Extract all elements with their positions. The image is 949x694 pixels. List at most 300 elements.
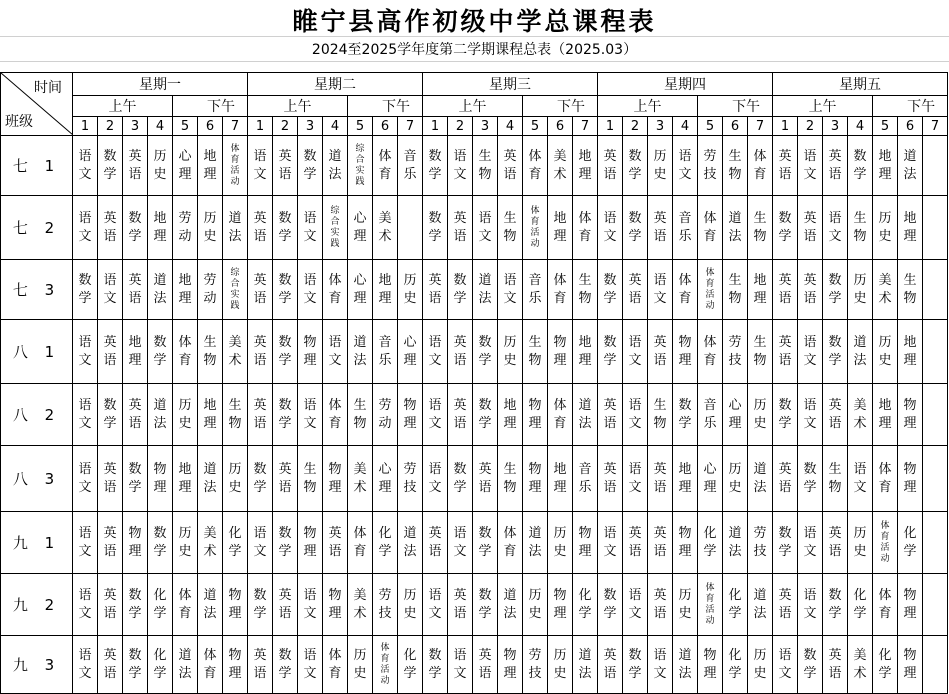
subject-cell (698, 384, 723, 446)
period-number: 6 (198, 117, 223, 136)
subject-cell (498, 512, 523, 574)
subject-cell (273, 384, 298, 446)
subject-cell (773, 136, 798, 196)
subject-char: 理 (528, 415, 542, 431)
subject-char: 语 (328, 334, 342, 350)
subject-char: 文 (628, 605, 642, 621)
subject-char: 理 (703, 479, 717, 495)
subject-char: 地 (753, 272, 767, 288)
subject-char: 劳 (378, 587, 392, 603)
subject-cell (823, 260, 848, 320)
subject-char: 育 (203, 665, 217, 681)
subject-char: 英 (653, 334, 667, 350)
subject-char: 语 (653, 352, 667, 368)
subject-char: 地 (903, 210, 917, 226)
subject-char: 史 (878, 228, 892, 244)
subject-char: 英 (103, 647, 117, 663)
subject-cell (448, 260, 473, 320)
subject-cell (648, 196, 673, 260)
subject-char: 文 (628, 352, 642, 368)
subject-char: 音 (403, 148, 417, 164)
class-row (1, 574, 948, 636)
subject-cell (148, 574, 173, 636)
subject-char: 学 (278, 665, 292, 681)
subject-char: 语 (428, 587, 442, 603)
subject-char: 语 (278, 166, 292, 182)
subject-char: 学 (828, 290, 842, 306)
subject-cell (398, 446, 423, 512)
subject-char: 实 (330, 227, 340, 238)
subject-char: 语 (78, 334, 92, 350)
subject-cell (98, 320, 123, 384)
subject-char: 生 (478, 148, 492, 164)
subject-char: 文 (78, 352, 92, 368)
subject-char: 语 (103, 272, 117, 288)
subject-char: 文 (328, 352, 342, 368)
class-name: 八 1 (1, 320, 73, 384)
subject-cell (223, 384, 248, 446)
subject-cell (823, 446, 848, 512)
subject-char: 法 (503, 605, 517, 621)
subject-cell (323, 196, 348, 260)
subject-cell (748, 136, 773, 196)
subject-cell (73, 384, 98, 446)
subject-char: 物 (578, 290, 592, 306)
subject-cell (698, 446, 723, 512)
subject-char: 学 (428, 665, 442, 681)
subject-char: 英 (253, 647, 267, 663)
subject-cell (648, 260, 673, 320)
subject-char: 英 (828, 397, 842, 413)
subject-char: 英 (253, 397, 267, 413)
subject-char: 体 (753, 148, 767, 164)
subject-char: 理 (178, 166, 192, 182)
subject-char: 语 (628, 290, 642, 306)
subject-char: 数 (153, 334, 167, 350)
subject-char: 数 (778, 210, 792, 226)
subject-char: 文 (428, 605, 442, 621)
subject-char: 英 (103, 587, 117, 603)
subject-cell (298, 446, 323, 512)
subject-char: 学 (628, 166, 642, 182)
subject-cell (298, 384, 323, 446)
subject-char: 文 (303, 415, 317, 431)
subject-char: 语 (628, 334, 642, 350)
subject-cell (673, 320, 698, 384)
subject-char: 文 (453, 166, 467, 182)
subject-char: 英 (803, 272, 817, 288)
subject-cell (473, 136, 498, 196)
subject-char: 史 (403, 605, 417, 621)
subject-cell (873, 384, 898, 446)
subject-cell (923, 574, 948, 636)
subject-cell (198, 446, 223, 512)
subject-char: 理 (228, 605, 242, 621)
subject-char: 数 (678, 397, 692, 413)
subject-char: 物 (303, 525, 317, 541)
subject-cell (473, 512, 498, 574)
subject-char: 数 (103, 397, 117, 413)
subject-cell (98, 136, 123, 196)
class-name: 七 1 (1, 136, 73, 196)
subject-char: 理 (353, 290, 367, 306)
subject-cell (348, 512, 373, 574)
subject-cell (198, 136, 223, 196)
subject-char: 英 (103, 334, 117, 350)
subject-cell (673, 636, 698, 694)
subject-char: 学 (778, 543, 792, 559)
subject-char: 学 (603, 352, 617, 368)
subject-cell (398, 260, 423, 320)
period-number: 7 (398, 117, 423, 136)
subject-char: 体 (378, 148, 392, 164)
subject-char: 学 (703, 543, 717, 559)
subject-char: 学 (603, 605, 617, 621)
subject-cell (123, 512, 148, 574)
subject-char: 数 (278, 272, 292, 288)
subject-char: 文 (78, 479, 92, 495)
subject-char: 生 (353, 397, 367, 413)
subject-char: 地 (503, 397, 517, 413)
subject-char: 乐 (703, 415, 717, 431)
subject-char: 数 (603, 272, 617, 288)
subject-cell (573, 136, 598, 196)
subject-cell (373, 196, 398, 260)
subject-cell (348, 384, 373, 446)
subject-char: 英 (803, 210, 817, 226)
subject-char: 语 (803, 397, 817, 413)
subject-cell (448, 446, 473, 512)
subject-char: 英 (453, 587, 467, 603)
subject-cell (673, 260, 698, 320)
subject-cell (548, 446, 573, 512)
subject-char: 文 (428, 352, 442, 368)
subject-char: 理 (153, 228, 167, 244)
subject-char: 英 (778, 587, 792, 603)
subject-char: 英 (103, 525, 117, 541)
subject-char: 化 (903, 525, 917, 541)
subject-cell (773, 320, 798, 384)
subject-char: 文 (653, 665, 667, 681)
subject-char: 学 (153, 665, 167, 681)
subject-cell (248, 384, 273, 446)
subject-char: 历 (853, 525, 867, 541)
subject-char: 英 (253, 272, 267, 288)
subject-char: 历 (203, 210, 217, 226)
subject-char: 数 (303, 148, 317, 164)
subject-char: 学 (903, 543, 917, 559)
pm-header: 下午 (348, 96, 423, 117)
subject-char: 体 (328, 647, 342, 663)
subject-char: 生 (728, 148, 742, 164)
subject-cell (373, 384, 398, 446)
subject-char: 物 (728, 290, 742, 306)
subject-char: 学 (828, 352, 842, 368)
subject-char: 术 (853, 415, 867, 431)
subject-cell (848, 320, 873, 384)
subject-char: 学 (478, 415, 492, 431)
subject-char: 语 (278, 605, 292, 621)
subject-char: 化 (728, 587, 742, 603)
subject-char: 动 (880, 553, 890, 564)
subject-cell (123, 260, 148, 320)
subject-char: 文 (303, 290, 317, 306)
subject-char: 动 (378, 415, 392, 431)
subject-char: 文 (628, 415, 642, 431)
subject-char: 动 (380, 675, 390, 686)
subject-cell (798, 320, 823, 384)
subject-char: 理 (303, 543, 317, 559)
subject-char: 育 (178, 605, 192, 621)
subject-char: 育 (553, 290, 567, 306)
subject-char: 语 (778, 605, 792, 621)
subject-char: 法 (903, 166, 917, 182)
subject-cell (148, 136, 173, 196)
subject-char: 动 (530, 238, 540, 249)
subject-cell (598, 260, 623, 320)
subject-cell (198, 512, 223, 574)
subject-char: 语 (303, 647, 317, 663)
subject-char: 美 (353, 461, 367, 477)
subject-char: 地 (178, 461, 192, 477)
subject-char: 历 (528, 587, 542, 603)
subject-cell (623, 636, 648, 694)
subject-cell (223, 574, 248, 636)
subject-char: 地 (378, 272, 392, 288)
subject-cell (773, 512, 798, 574)
subject-cell (923, 196, 948, 260)
subject-char: 物 (403, 397, 417, 413)
subject-cell (248, 260, 273, 320)
subject-char: 美 (853, 397, 867, 413)
subject-char: 英 (453, 210, 467, 226)
period-number: 3 (648, 117, 673, 136)
subject-char: 语 (128, 415, 142, 431)
subject-char: 英 (128, 148, 142, 164)
subject-cell (698, 636, 723, 694)
subject-char: 语 (428, 334, 442, 350)
subject-cell (873, 320, 898, 384)
subject-char: 语 (653, 605, 667, 621)
subject-char: 语 (653, 228, 667, 244)
subject-cell (273, 260, 298, 320)
subject-cell (73, 636, 98, 694)
subject-char: 数 (278, 525, 292, 541)
subject-char: 理 (528, 479, 542, 495)
subject-char: 语 (778, 647, 792, 663)
subject-char: 体 (328, 272, 342, 288)
subject-cell (323, 512, 348, 574)
subject-char: 语 (303, 397, 317, 413)
subject-char: 地 (178, 272, 192, 288)
period-number: 2 (623, 117, 648, 136)
subject-char: 文 (453, 665, 467, 681)
subject-char: 术 (203, 543, 217, 559)
subject-char: 生 (828, 461, 842, 477)
subject-char: 文 (628, 479, 642, 495)
subject-char: 物 (503, 647, 517, 663)
subject-cell (398, 196, 423, 260)
subject-char: 化 (403, 647, 417, 663)
subject-char: 地 (578, 334, 592, 350)
subject-char: 数 (603, 587, 617, 603)
subject-cell (548, 636, 573, 694)
subject-char: 英 (278, 461, 292, 477)
subject-cell (873, 636, 898, 694)
subject-char: 英 (778, 272, 792, 288)
subject-cell (73, 260, 98, 320)
subject-char: 理 (303, 352, 317, 368)
subject-char: 语 (803, 290, 817, 306)
subject-char: 理 (878, 415, 892, 431)
subject-cell (523, 260, 548, 320)
subject-cell (423, 260, 448, 320)
subject-cell (448, 574, 473, 636)
subject-cell (848, 446, 873, 512)
class-row (1, 384, 948, 446)
period-number: 7 (748, 117, 773, 136)
subject-cell (548, 574, 573, 636)
subject-char: 数 (253, 461, 267, 477)
subject-cell (698, 320, 723, 384)
subject-char: 语 (453, 148, 467, 164)
subject-char: 语 (503, 272, 517, 288)
period-number: 1 (773, 117, 798, 136)
subject-cell (898, 574, 923, 636)
subject-cell (98, 512, 123, 574)
subject-char: 体 (328, 397, 342, 413)
subject-char: 道 (853, 334, 867, 350)
subject-char: 物 (678, 525, 692, 541)
day-header: 星期五 (773, 73, 948, 96)
subject-char: 物 (528, 397, 542, 413)
subject-char: 英 (128, 397, 142, 413)
subject-char: 术 (228, 352, 242, 368)
subject-char: 法 (203, 479, 217, 495)
subject-char: 语 (78, 461, 92, 477)
subject-cell (73, 512, 98, 574)
gridline (0, 36, 949, 37)
subject-char: 理 (328, 479, 342, 495)
subject-char: 学 (103, 166, 117, 182)
subject-cell (748, 446, 773, 512)
subject-char: 文 (678, 166, 692, 182)
subject-char: 物 (553, 587, 567, 603)
subject-char: 践 (355, 176, 365, 187)
subject-char: 语 (803, 228, 817, 244)
subject-char: 学 (78, 290, 92, 306)
subject-char: 学 (303, 166, 317, 182)
subject-char: 文 (853, 479, 867, 495)
subject-char: 理 (753, 290, 767, 306)
subject-char: 史 (853, 290, 867, 306)
subject-cell (173, 636, 198, 694)
subject-char: 文 (803, 605, 817, 621)
subject-char: 理 (403, 415, 417, 431)
subject-cell (498, 260, 523, 320)
subject-char: 物 (528, 352, 542, 368)
subject-char: 物 (153, 461, 167, 477)
subject-char: 地 (678, 461, 692, 477)
subject-char: 育 (705, 593, 715, 604)
subject-cell (648, 136, 673, 196)
subject-char: 学 (278, 415, 292, 431)
subject-char: 化 (153, 647, 167, 663)
subject-char: 英 (478, 647, 492, 663)
subject-char: 法 (578, 415, 592, 431)
subject-char: 英 (453, 397, 467, 413)
subject-char: 美 (553, 148, 567, 164)
subject-char: 理 (553, 605, 567, 621)
subject-char: 数 (153, 525, 167, 541)
subject-cell (173, 574, 198, 636)
subject-char: 学 (828, 605, 842, 621)
subject-char: 乐 (403, 166, 417, 182)
subject-char: 心 (353, 272, 367, 288)
subject-cell (173, 320, 198, 384)
subject-char: 英 (278, 148, 292, 164)
subject-char: 英 (603, 397, 617, 413)
subject-char: 史 (353, 665, 367, 681)
subject-char: 法 (753, 479, 767, 495)
subject-char: 道 (153, 397, 167, 413)
subject-char: 数 (478, 525, 492, 541)
subject-char: 理 (503, 665, 517, 681)
subject-char: 实 (355, 165, 365, 176)
subject-cell (273, 574, 298, 636)
subject-char: 语 (428, 543, 442, 559)
period-number: 5 (348, 117, 373, 136)
subject-cell (123, 384, 148, 446)
subject-char: 道 (578, 647, 592, 663)
subject-char: 文 (803, 415, 817, 431)
subject-char: 学 (103, 415, 117, 431)
subject-cell (673, 446, 698, 512)
subject-cell (373, 636, 398, 694)
subject-char: 语 (278, 479, 292, 495)
subject-char: 学 (728, 665, 742, 681)
subject-char: 英 (103, 210, 117, 226)
subject-char: 文 (78, 605, 92, 621)
subject-char: 体 (553, 397, 567, 413)
subject-char: 物 (503, 479, 517, 495)
subject-char: 育 (530, 216, 540, 227)
subject-cell (498, 320, 523, 384)
subject-char: 语 (478, 665, 492, 681)
subject-cell (298, 636, 323, 694)
subject-char: 道 (528, 525, 542, 541)
subject-char: 历 (753, 647, 767, 663)
subject-char: 物 (578, 525, 592, 541)
subject-char: 语 (653, 272, 667, 288)
subject-cell (698, 196, 723, 260)
subject-char: 育 (703, 352, 717, 368)
subject-char: 数 (253, 587, 267, 603)
subject-char: 语 (453, 228, 467, 244)
subject-char: 语 (253, 228, 267, 244)
subject-char: 数 (478, 334, 492, 350)
subject-cell (273, 136, 298, 196)
subject-char: 理 (903, 665, 917, 681)
subject-cell (648, 320, 673, 384)
subject-char: 生 (653, 397, 667, 413)
subject-char: 文 (78, 228, 92, 244)
subject-char: 法 (753, 605, 767, 621)
subject-char: 学 (153, 605, 167, 621)
subject-cell (173, 446, 198, 512)
subject-char: 法 (353, 352, 367, 368)
subject-cell (448, 636, 473, 694)
